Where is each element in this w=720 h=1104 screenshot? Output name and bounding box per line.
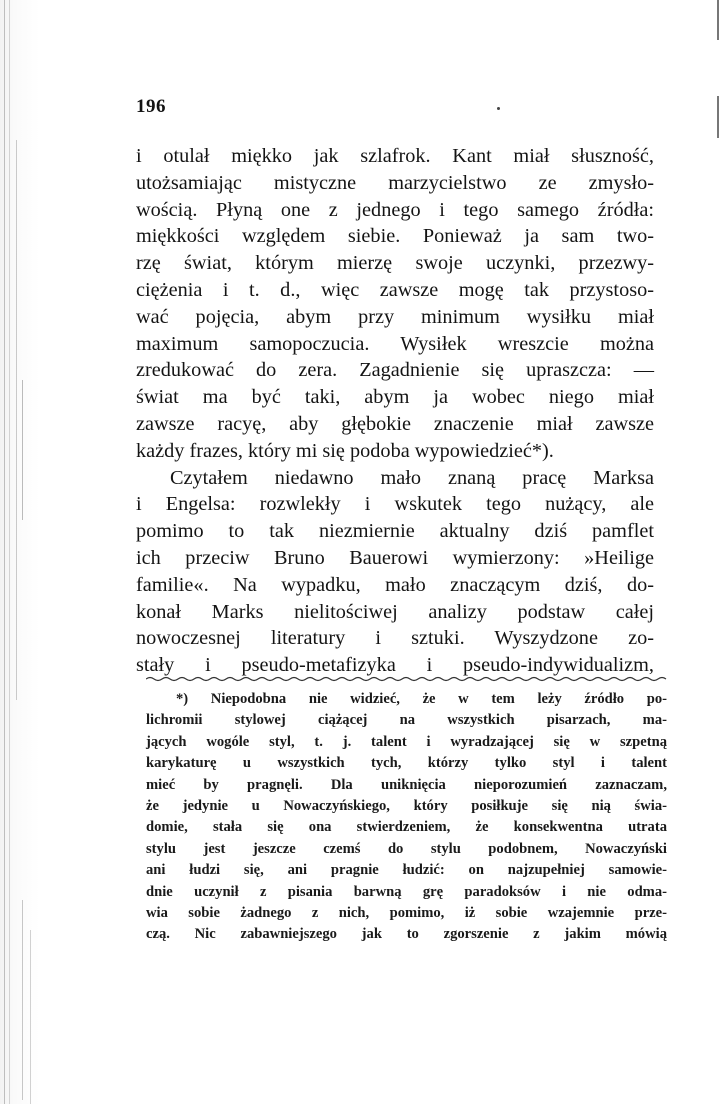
text-line: utożsamiając mistyczne marzycielstwo ze zmysło- <box>136 171 654 194</box>
scan-right-edge-mark <box>717 96 719 138</box>
footnote <box>146 689 667 946</box>
footnote-line: dnie uczynił z pisania barwną grę paradoksów i nie odma- <box>146 883 667 900</box>
footnote-divider <box>146 676 668 682</box>
text-line: wością. Płyną one z jednego i tego samego źródła: <box>136 198 654 221</box>
text-line: świat ma być taki, abym ja wobec niego miał <box>136 386 654 409</box>
footnote-line: *) Niepodobna nie widzieć, że w tem leży źródło po- <box>176 691 667 707</box>
text-line: ciężenia i t. d., więc zawsze mogę tak przystoso- <box>136 278 654 301</box>
footnote-line: mieć by pragnęli. Dla uniknięcia nieporozumień zaznaczam, <box>146 776 667 793</box>
text-line: pomimo to tak niezmiernie aktualny dziś pamflet <box>136 520 654 543</box>
text-line: familie«. Na wypadku, mało znaczącym dziś, do- <box>136 573 654 596</box>
scan-margin-shadow <box>0 0 40 1104</box>
text-line: wać pojęcia, abym przy minimum wysiłku miał <box>136 305 654 328</box>
footnote-line: czą. Nic zabawniejszego jak to zgorszenie z jakim mówią <box>146 926 667 943</box>
footnote-line: lichromii stylowej ciążącej na wszystkich pisarzach, ma- <box>146 712 667 729</box>
text-line: każdy frazes, który mi się podoba wypowiedzieć*). <box>136 439 554 462</box>
footnote-line: domie, stała się ona stwierdzeniem, że konsekwentna utrata <box>146 819 667 836</box>
footnote-line: jących wogóle styl, t. j. talent i wyradzającej się w szpetną <box>146 733 667 750</box>
text-line: nowoczesnej literatury i sztuki. Wyszydzone zo- <box>136 627 654 650</box>
main-text <box>136 143 654 679</box>
text-line: miękkości względem siebie. Ponieważ ja sam two- <box>136 225 654 248</box>
footnote-line: wia sobie żadnego z nich, pomimo, iż sobie wzajemnie prze- <box>146 904 667 921</box>
text-line: maximum samopoczucia. Wysiłek wreszcie można <box>136 332 654 355</box>
scan-right-edge-mark <box>717 0 719 40</box>
text-line: stały i pseudo-metafizyka i pseudo-indywidualizm, <box>136 654 654 677</box>
text-line: zredukować do zera. Zagadnienie się upraszcza: — <box>136 359 654 382</box>
text-line: ich przeciw Bruno Bauerowi wymierzony: »Heilige <box>136 546 654 569</box>
footnote-line: karykaturę u wszystkich tych, którzy tylko styl i talent <box>146 755 667 772</box>
text-line: i Engelsa: rozwlekły i wskutek tego nużący, ale <box>136 493 654 516</box>
text-line: konał Marks nielitościwej analizy podstaw całej <box>136 600 654 623</box>
footnote-line: że jedynie u Nowaczyńskiego, który posiłkuje się nią świa- <box>146 797 667 814</box>
footnote-line: ani łudzi się, ani pragnie łudzić: on najzupełniej samowie- <box>146 862 667 879</box>
text-line: Czytałem niedawno mało znaną pracę Marksa <box>170 466 654 489</box>
footnote-line: stylu jest jeszcze czemś do stylu podobnem, Nowaczyński <box>146 840 667 857</box>
text-line: i otulał miękko jak szlafrok. Kant miał słuszność, <box>136 145 654 167</box>
text-line: rzę świat, którym mierzę swoje uczynki, przezwy- <box>136 252 654 275</box>
text-line: zawsze racyę, aby głębokie znaczenie miał zawsze <box>136 412 654 435</box>
page-dot <box>497 107 500 110</box>
page-number: 196 <box>136 96 166 117</box>
